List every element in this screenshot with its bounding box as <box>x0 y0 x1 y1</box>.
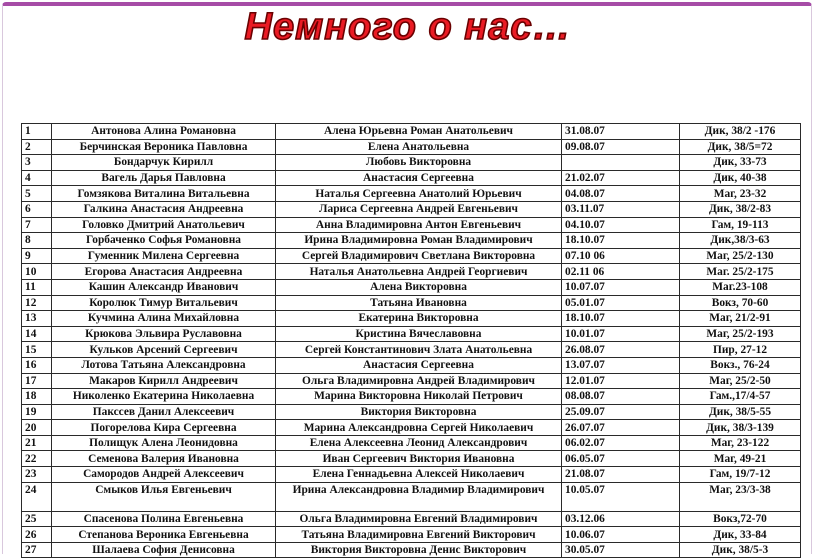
roster-body <box>22 124 801 558</box>
parents-names: Алена Юрьевна Роман Анатольевич <box>276 124 562 140</box>
parents-names: Елена Геннадьевна Алексей Николаевич <box>276 467 562 483</box>
parents-names: Алена Викторовна <box>276 279 562 295</box>
row-number: 7 <box>22 217 52 233</box>
student-name: Лотова Татьяна Александровна <box>52 357 276 373</box>
table-row <box>22 124 801 140</box>
home-address: Маг, 25/2-130 <box>680 248 801 264</box>
parents-names: Марина Викторовна Николай Петрович <box>276 389 562 405</box>
home-address: Дик, 38/2 -176 <box>680 124 801 140</box>
row-number: 4 <box>22 170 52 186</box>
parents-names: Ольга Владимировна Евгений Владимирович <box>276 511 562 527</box>
student-name: Кашин Александр Иванович <box>52 279 276 295</box>
parents-names: Ирина Владимировна Роман Владимирович <box>276 233 562 249</box>
row-number: 12 <box>22 295 52 311</box>
row-number: 6 <box>22 201 52 217</box>
student-name: Гуменник Милена Сергеевна <box>52 248 276 264</box>
student-name: Кучмина Алина Михайловна <box>52 311 276 327</box>
student-name: Макаров Кирилл Андреевич <box>52 373 276 389</box>
parents-names: Иван Сергеевич Виктория Ивановна <box>276 451 562 467</box>
student-name: Пакссев Данил Алексеевич <box>52 404 276 420</box>
birth-date: 26.07.07 <box>562 420 680 436</box>
row-number: 13 <box>22 311 52 327</box>
table-row <box>22 279 801 295</box>
table-row <box>22 170 801 186</box>
parents-names: Наталья Анатольевна Андрей Георгиевич <box>276 264 562 280</box>
student-name: Самородов Андрей Алексеевич <box>52 467 276 483</box>
table-row <box>22 217 801 233</box>
birth-date: 31.08.07 <box>562 124 680 140</box>
row-number: 8 <box>22 233 52 249</box>
birth-date: 26.08.07 <box>562 342 680 358</box>
row-number: 20 <box>22 420 52 436</box>
birth-date: 10.01.07 <box>562 326 680 342</box>
row-number: 3 <box>22 155 52 171</box>
birth-date: 10.06.07 <box>562 527 680 543</box>
home-address: Маг, 23-32 <box>680 186 801 202</box>
parents-names: Наталья Сергеевна Анатолий Юрьевич <box>276 186 562 202</box>
parents-names: Сергей Константинович Злата Анатольевна <box>276 342 562 358</box>
home-address: Гам, 19-113 <box>680 217 801 233</box>
table-row <box>22 420 801 436</box>
birth-date: 21.02.07 <box>562 170 680 186</box>
table-row <box>22 451 801 467</box>
student-name: Смыков Илья Евгеньевич <box>52 482 276 511</box>
home-address: Вокз, 70-60 <box>680 295 801 311</box>
table-row <box>22 389 801 405</box>
student-name: Семенова Валерия Ивановна <box>52 451 276 467</box>
home-address: Гам.,17/4-57 <box>680 389 801 405</box>
row-number: 22 <box>22 451 52 467</box>
table-row <box>22 357 801 373</box>
student-name: Берчинская Вероника Павловна <box>52 139 276 155</box>
student-name: Полищук Алена Леонидовна <box>52 435 276 451</box>
home-address: Дик, 38/5=72 <box>680 139 801 155</box>
birth-date: 03.12.06 <box>562 511 680 527</box>
table-row <box>22 326 801 342</box>
parents-names: Любовь Викторовна <box>276 155 562 171</box>
home-address: Дик, 38/3-139 <box>680 420 801 436</box>
home-address: Маг.23-108 <box>680 279 801 295</box>
birth-date: 18.10.07 <box>562 311 680 327</box>
home-address: Гам, 19/7-12 <box>680 467 801 483</box>
student-name: Крюкова Эльвира Руславовна <box>52 326 276 342</box>
birth-date <box>562 155 680 171</box>
birth-date: 18.10.07 <box>562 233 680 249</box>
table-row <box>22 527 801 543</box>
home-address: Маг, 21/2-91 <box>680 311 801 327</box>
parents-names: Марина Александровна Сергей Николаевич <box>276 420 562 436</box>
student-name: Гомзякова Виталина Витальевна <box>52 186 276 202</box>
home-address: Маг, 49-21 <box>680 451 801 467</box>
table-row <box>22 404 801 420</box>
parents-names: Ольга Владимировна Андрей Владимирович <box>276 373 562 389</box>
birth-date: 04.10.07 <box>562 217 680 233</box>
home-address: Дик, 38/5-3 <box>680 542 801 558</box>
row-number: 9 <box>22 248 52 264</box>
birth-date: 07.10 06 <box>562 248 680 264</box>
birth-date: 30.05.07 <box>562 542 680 558</box>
student-name: Кульков Арсений Сергеевич <box>52 342 276 358</box>
parents-names: Кристина Вячеславовна <box>276 326 562 342</box>
student-name: Горбаченко Софья Романовна <box>52 233 276 249</box>
row-number: 1 <box>22 124 52 140</box>
birth-date: 13.07.07 <box>562 357 680 373</box>
parents-names: Елена Алексеевна Леонид Александрович <box>276 435 562 451</box>
home-address: Дик, 33-84 <box>680 527 801 543</box>
row-number: 15 <box>22 342 52 358</box>
page-title: Немного о нас… <box>244 6 572 48</box>
row-number: 24 <box>22 482 52 511</box>
student-name: Королюк Тимур Витальевич <box>52 295 276 311</box>
class-roster-table <box>21 123 801 558</box>
home-address: Дик, 38/5-55 <box>680 404 801 420</box>
table-row <box>22 435 801 451</box>
table-row <box>22 311 801 327</box>
birth-date: 10.05.07 <box>562 482 680 511</box>
birth-date: 08.08.07 <box>562 389 680 405</box>
home-address: Дик, 33-73 <box>680 155 801 171</box>
row-number: 10 <box>22 264 52 280</box>
home-address: Маг, 25/2-50 <box>680 373 801 389</box>
row-number: 2 <box>22 139 52 155</box>
home-address: Маг, 23/3-38 <box>680 482 801 511</box>
parents-names: Елена Анатольевна <box>276 139 562 155</box>
parents-names: Татьяна Ивановна <box>276 295 562 311</box>
parents-names: Виктория Викторовна <box>276 404 562 420</box>
home-address: Дик, 38/2-83 <box>680 201 801 217</box>
parents-names: Виктория Викторовна Денис Викторович <box>276 542 562 558</box>
home-address: Вокз., 76-24 <box>680 357 801 373</box>
row-number: 17 <box>22 373 52 389</box>
student-name: Бондарчук Кирилл <box>52 155 276 171</box>
birth-date: 25.09.07 <box>562 404 680 420</box>
birth-date: 03.11.07 <box>562 201 680 217</box>
birth-date: 06.05.07 <box>562 451 680 467</box>
parents-names: Анастасия Сергеевна <box>276 170 562 186</box>
birth-date: 12.01.07 <box>562 373 680 389</box>
table-row <box>22 342 801 358</box>
student-name: Головко Дмитрий Анатольевич <box>52 217 276 233</box>
parents-names: Татьяна Владимировна Евгений Викторович <box>276 527 562 543</box>
student-name: Степанова Вероника Евгеньевна <box>52 527 276 543</box>
row-number: 5 <box>22 186 52 202</box>
table-row <box>22 233 801 249</box>
home-address: Дик,38/3-63 <box>680 233 801 249</box>
table-row <box>22 264 801 280</box>
table-row <box>22 373 801 389</box>
student-name: Спасенова Полина Евгеньевна <box>52 511 276 527</box>
parents-names: Анастасия Сергеевна <box>276 357 562 373</box>
birth-date: 10.07.07 <box>562 279 680 295</box>
home-address: Маг, 23-122 <box>680 435 801 451</box>
table-row <box>22 295 801 311</box>
birth-date: 05.01.07 <box>562 295 680 311</box>
home-address: Маг, 25/2-193 <box>680 326 801 342</box>
parents-names: Лариса Сергеевна Андрей Евгеньевич <box>276 201 562 217</box>
student-name: Галкина Анастасия Андреевна <box>52 201 276 217</box>
home-address: Вокз,72-70 <box>680 511 801 527</box>
row-number: 23 <box>22 467 52 483</box>
table-row <box>22 482 801 511</box>
student-name: Антонова Алина Романовна <box>52 124 276 140</box>
birth-date: 04.08.07 <box>562 186 680 202</box>
parents-names: Ирина Александровна Владимир Владимирович <box>276 482 562 511</box>
student-name: Николенко Екатерина Николаевна <box>52 389 276 405</box>
row-number: 16 <box>22 357 52 373</box>
table-row <box>22 186 801 202</box>
student-name: Погорелова Кира Сергеевна <box>52 420 276 436</box>
student-name: Егорова Анастасия Андреевна <box>52 264 276 280</box>
table-row <box>22 139 801 155</box>
birth-date: 02.11 06 <box>562 264 680 280</box>
birth-date: 09.08.07 <box>562 139 680 155</box>
table-row <box>22 511 801 527</box>
birth-date: 06.02.07 <box>562 435 680 451</box>
row-number: 14 <box>22 326 52 342</box>
row-number: 11 <box>22 279 52 295</box>
parents-names: Анна Владимировна Антон Евгеньевич <box>276 217 562 233</box>
parents-names: Екатерина Викторовна <box>276 311 562 327</box>
row-number: 21 <box>22 435 52 451</box>
row-number: 19 <box>22 404 52 420</box>
row-number: 26 <box>22 527 52 543</box>
table-row <box>22 248 801 264</box>
home-address: Пир, 27-12 <box>680 342 801 358</box>
table-row <box>22 201 801 217</box>
birth-date: 21.08.07 <box>562 467 680 483</box>
student-name: Шалаева София Денисовна <box>52 542 276 558</box>
row-number: 18 <box>22 389 52 405</box>
table-row <box>22 467 801 483</box>
home-address: Дик, 40-38 <box>680 170 801 186</box>
student-name: Вагель Дарья Павловна <box>52 170 276 186</box>
parents-names: Сергей Владимирович Светлана Викторовна <box>276 248 562 264</box>
row-number: 27 <box>22 542 52 558</box>
row-number: 25 <box>22 511 52 527</box>
table-row <box>22 155 801 171</box>
home-address: Маг. 25/2-175 <box>680 264 801 280</box>
